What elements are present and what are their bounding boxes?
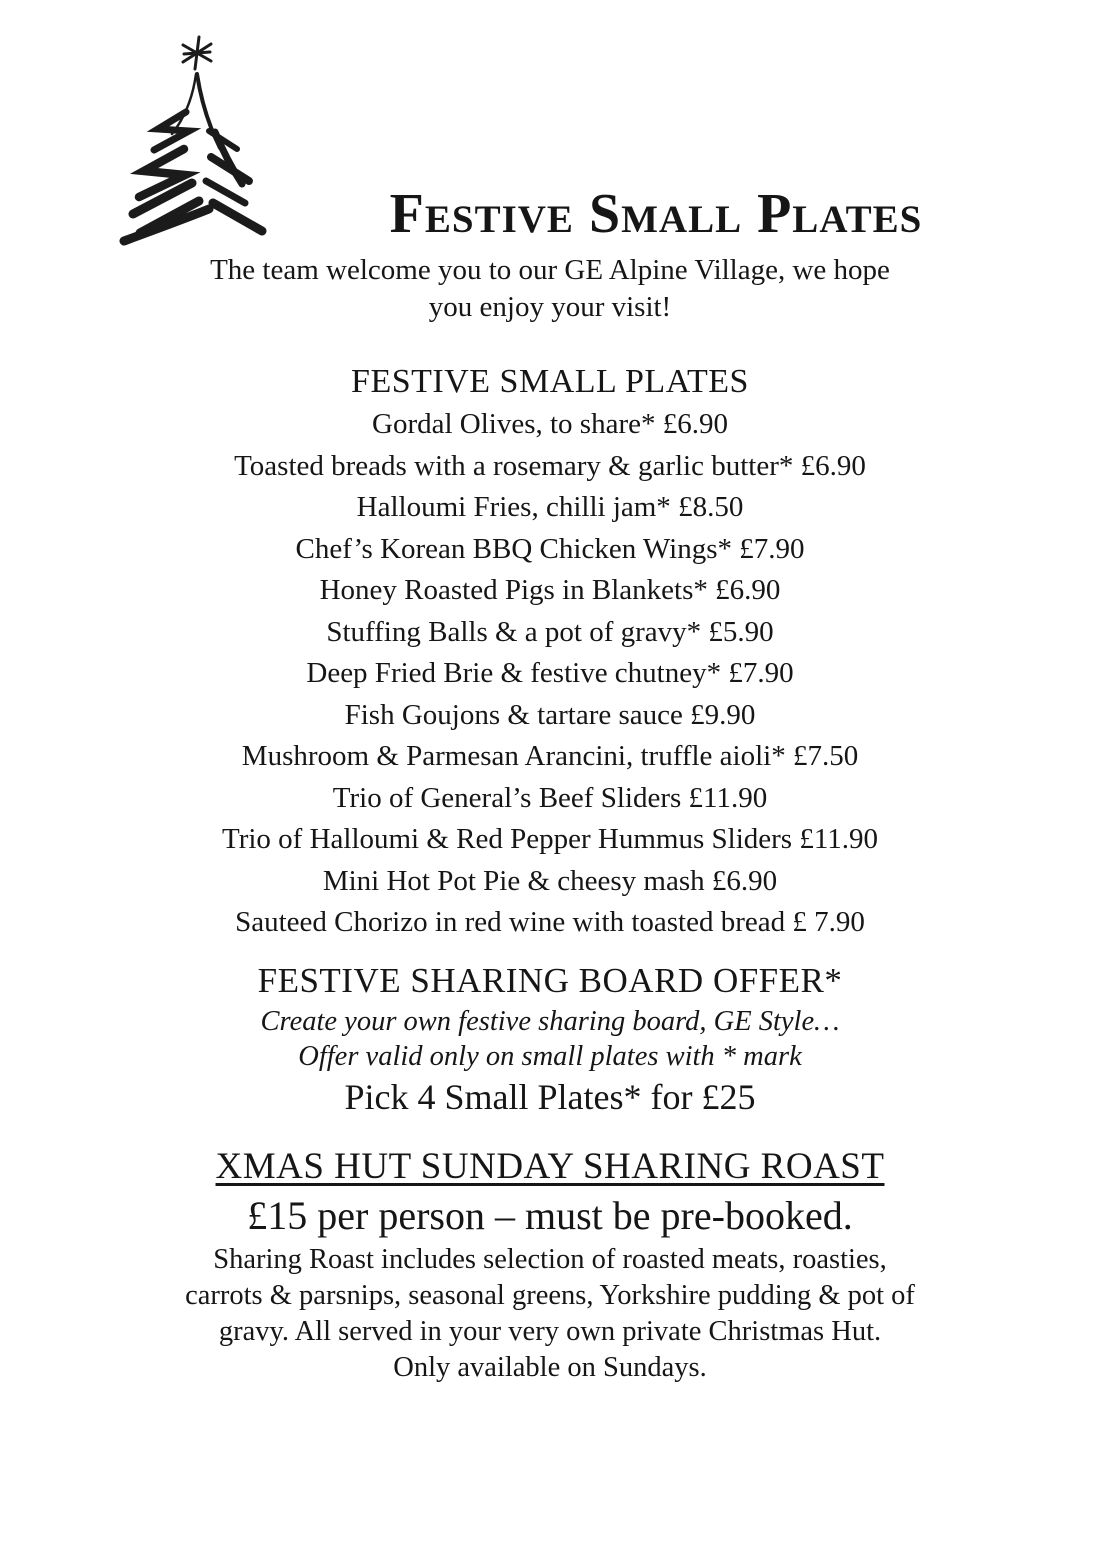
sharing-board-tagline: Create your own festive sharing board, GE Style… <box>260 1005 840 1037</box>
page-title: Festive Small Plates <box>389 183 923 245</box>
item-name: Trio of Halloumi & Red Pepper Hummus Sliders <box>222 823 793 855</box>
small-plates-section <box>0 362 1100 944</box>
menu-item <box>0 446 1100 488</box>
item-name: Gordal Olives, to share* <box>372 408 656 440</box>
sharing-board-offer: Pick 4 Small Plates* for £25 <box>344 1076 756 1117</box>
sunday-roast-description <box>0 1242 1100 1350</box>
description-line: Sharing Roast includes selection of roasted meats, roasties, <box>213 1243 887 1275</box>
menu-item <box>0 653 1100 695</box>
menu-item <box>0 404 1100 446</box>
menu-item <box>0 529 1100 571</box>
sunday-roast-heading: XMAS HUT SUNDAY SHARING ROAST <box>215 1145 885 1187</box>
item-price: £9.90 <box>690 698 756 731</box>
menu-item <box>0 570 1100 612</box>
item-price: £6.90 <box>662 408 728 440</box>
small-plates-heading: FESTIVE SMALL PLATES <box>351 363 749 400</box>
small-plates-list <box>0 404 1100 944</box>
menu-item <box>0 902 1100 944</box>
item-price: £6.90 <box>800 449 866 482</box>
item-price: £5.90 <box>708 615 774 648</box>
menu-item <box>0 861 1100 903</box>
item-name: Trio of General’s Beef Sliders <box>332 781 682 814</box>
sharing-board-heading: FESTIVE SHARING BOARD OFFER* <box>257 960 843 1000</box>
star-icon <box>183 37 211 69</box>
menu-item <box>0 778 1100 820</box>
welcome-line: The team welcome you to our GE Alpine Village, we hope <box>210 254 890 286</box>
item-name: Sauteed Chorizo in red wine with toasted bread <box>235 906 786 938</box>
menu-item <box>0 819 1100 861</box>
sunday-roast-section <box>0 1121 1100 1386</box>
item-price: £11.90 <box>799 823 878 855</box>
description-line: gravy. All served in your very own private Christmas Hut. <box>218 1315 882 1347</box>
sharing-board-section <box>0 958 1100 1121</box>
item-name: Chef’s Korean BBQ Chicken Wings* <box>295 532 732 565</box>
item-name: Mushroom & Parmesan Arancini, truffle aioli* <box>241 740 786 772</box>
menu-item <box>0 612 1100 654</box>
item-name: Fish Goujons & tartare sauce <box>344 698 683 731</box>
item-price: £ 7.90 <box>792 906 865 938</box>
description-line: carrots & parsnips, seasonal greens, Yorkshire pudding & pot of <box>185 1279 915 1311</box>
menu-item <box>0 736 1100 778</box>
item-name: Toasted breads with a rosemary & garlic butter* <box>234 449 794 482</box>
item-name: Mini Hot Pot Pie & cheesy mash <box>322 864 705 897</box>
welcome-text <box>0 252 1100 326</box>
item-price: £11.90 <box>688 781 768 814</box>
item-price: £7.90 <box>728 657 794 689</box>
item-price: £6.90 <box>711 864 778 897</box>
item-price: £6.90 <box>715 574 781 606</box>
item-name: Deep Fried Brie & festive chutney* <box>306 657 722 689</box>
item-price: £7.90 <box>739 532 805 565</box>
item-price: £7.50 <box>792 740 859 772</box>
welcome-line: you enjoy your visit! <box>428 291 672 323</box>
item-price: £8.50 <box>678 491 744 523</box>
sunday-roast-availability: Only available on Sundays. <box>393 1351 707 1383</box>
sharing-board-condition: Offer valid only on small plates with * mark <box>298 1040 802 1072</box>
menu-item <box>0 695 1100 737</box>
menu-header <box>0 0 1100 252</box>
item-name: Stuffing Balls & a pot of gravy* <box>326 615 702 648</box>
item-name: Honey Roasted Pigs in Blankets* <box>319 574 708 606</box>
item-name: Halloumi Fries, chilli jam* <box>356 491 671 523</box>
menu-item <box>0 487 1100 529</box>
sunday-roast-price: £15 per person – must be pre-booked. <box>247 1192 853 1238</box>
